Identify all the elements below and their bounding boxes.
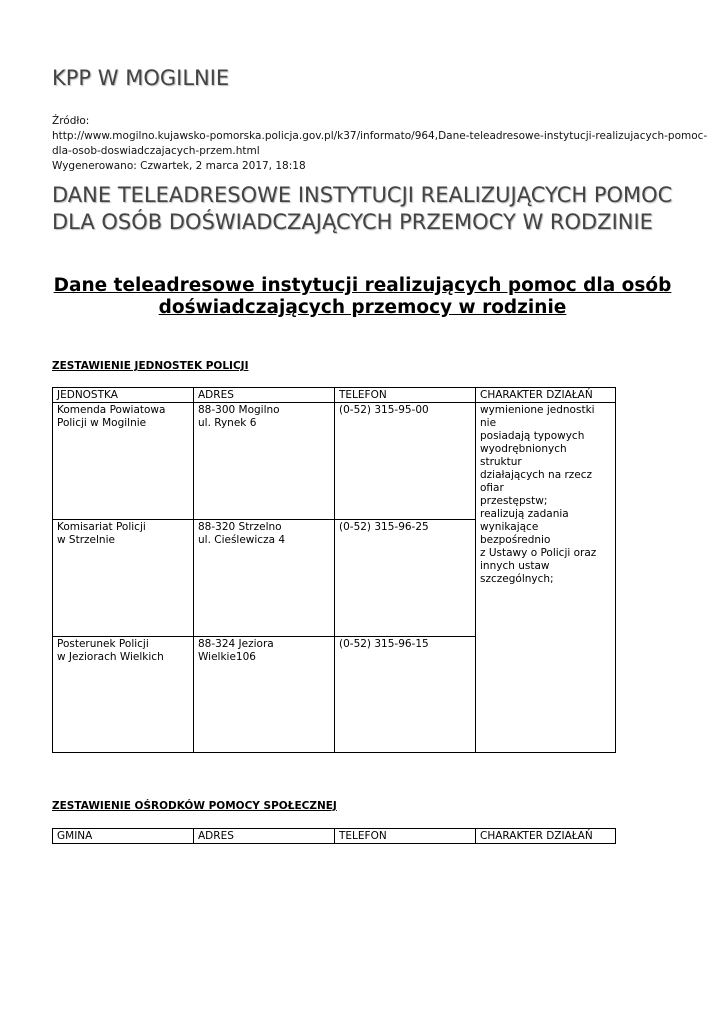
unit-cell [53,403,194,520]
character-line: innych ustaw [480,560,550,572]
character-line: przestępstw; [480,495,548,507]
character-line: szczególnych; [480,573,554,585]
unit-name-line: Komisariat Policji [57,521,146,533]
document-heading-line-1: DANE TELEADRESOWE INSTYTUCJI REALIZUJĄCYCH POMOC [52,183,673,207]
character-line: z Ustawy o Policji oraz [480,547,597,559]
character-line: realizują zadania [480,508,569,520]
unit-name-line: Komenda Powiatowa [57,404,166,416]
address-line: 88-324 Jeziora Wielkie106 [198,638,274,663]
table-row [53,403,616,520]
column-header: JEDNOSTKA [53,388,194,403]
address-line: 88-300 Mogilno [198,404,280,416]
unit-cell [53,637,194,753]
character-line: działających na rzecz ofiar [480,469,593,494]
column-header: ADRES [194,829,335,844]
column-header: ADRES [194,388,335,403]
content-heading-line-2: doświadczających przemocy w rodzinie [158,297,567,318]
table-header-row [53,829,616,844]
unit-cell [53,520,194,637]
unit-name-line: w Strzelnie [57,534,115,546]
source-label: Źródło: [52,115,90,127]
source-url-line-1[interactable]: http://www.mogilno.kujawsko-pomorska.policja.gov.pl/k37/informato/964,Dane-teleadresowe-instytucji-realizujacych-pomoc- [52,130,708,142]
column-header: CHARAKTER DZIAŁAŃ [476,388,616,403]
police-units-table [52,387,616,753]
unit-name-line: w Jeziorach Wielkich [57,651,164,663]
character-line: wynikające bezpośrednio [480,521,551,546]
table-header-row [53,388,616,403]
column-header: TELEFON [335,388,476,403]
character-cell [476,403,616,753]
unit-name-line: Posterunek Policji [57,638,149,650]
address-line: ul. Cieślewicza 4 [198,534,286,546]
phone-cell: (0-52) 315-95-00 [335,403,476,520]
unit-name-line: Policji w Mogilnie [57,417,147,429]
character-line: wymienione jednostki nie [480,404,595,429]
character-line: wyodrębnionych struktur [480,443,567,468]
police-section-label: ZESTAWIENIE JEDNOSTEK POLICJI [52,360,249,372]
column-header: TELEFON [335,829,476,844]
social-section-label: ZESTAWIENIE OŚRODKÓW POMOCY SPOŁECZNEJ [52,800,337,812]
document-heading-line-2: DLA OSÓB DOŚWIADCZAJĄCYCH PRZEMOCY W RODZINIE [52,210,653,234]
social-centers-table [52,828,616,844]
phone-cell: (0-52) 315-96-15 [335,637,476,753]
page-title: KPP W MOGILNIE [52,66,230,90]
character-line: posiadają typowych [480,430,585,442]
content-heading [40,275,685,319]
document-heading [52,182,692,236]
content-heading-line-1: Dane teleadresowe instytucji realizujących pomoc dla osób [53,275,672,296]
source-info [52,114,708,174]
address-line: 88-320 Strzelno [198,521,282,533]
column-header: GMINA [53,829,194,844]
address-line: ul. Rynek 6 [198,417,257,429]
source-url-line-2[interactable]: dla-osob-doswiadczajacych-przem.html [52,145,260,157]
address-cell [194,637,335,753]
address-cell [194,520,335,637]
column-header: CHARAKTER DZIAŁAŃ [476,829,616,844]
phone-cell: (0-52) 315-96-25 [335,520,476,637]
generated-date: Wygenerowano: Czwartek, 2 marca 2017, 18:18 [52,160,306,172]
address-cell [194,403,335,520]
